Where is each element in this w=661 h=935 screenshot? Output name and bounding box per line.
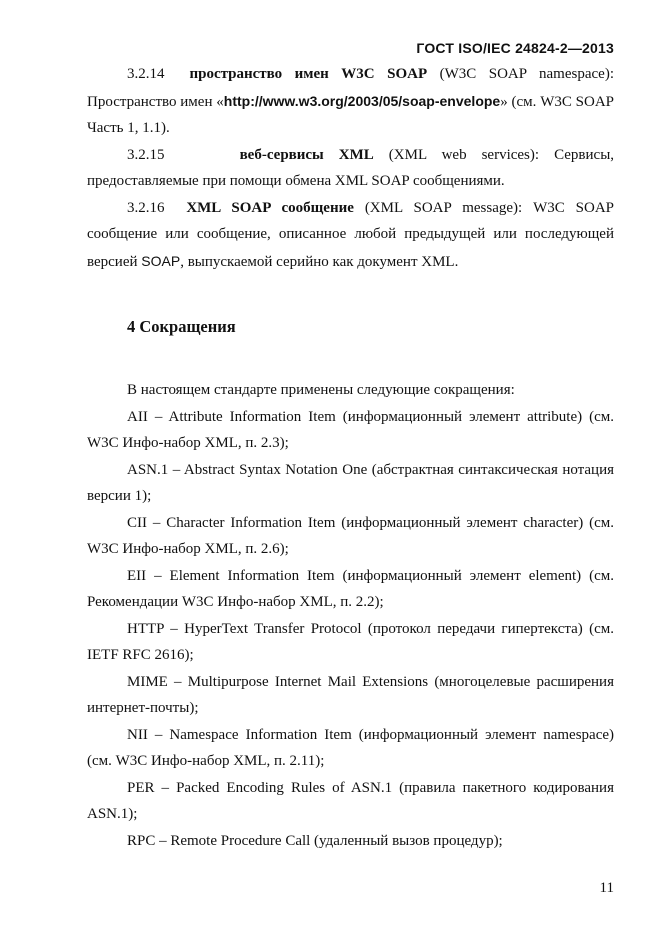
term-english: (XML SOAP message): <box>364 199 523 216</box>
abbreviation-item: RPC – Remote Procedure Call (удаленный вызов процедур); <box>127 832 503 849</box>
abbreviation-item: HTTP – HyperText Transfer Protocol (протокол передачи гипертекста) (см. IETF RFC 2616); <box>87 620 614 663</box>
term-3-2-14 <box>87 61 614 142</box>
term-english: (W3C SOAP namespace): <box>439 66 614 82</box>
term-definition-start: W3C SOAP сообщение или сообщение, описанное любой предыдущей или последующей версией <box>87 199 614 270</box>
term-number: 3.2.14 <box>127 66 165 82</box>
term-3-2-15 <box>87 142 614 195</box>
document-body <box>87 61 614 854</box>
abbreviation-item: CII – Character Information Item (информационный элемент character) (см. W3C Инфо-набор XML, п. 2.6); <box>87 514 614 557</box>
page-number: 11 <box>599 880 614 896</box>
abbreviation-item: EII – Element Information Item (информационный элемент element) (см. Рекомендации W3C Инфо-набор XML, п. 2.2); <box>87 567 614 610</box>
term-definition-start: Пространство имен « <box>87 93 224 110</box>
term-definition-end: » (см. W3C SOAP Часть 1, 1.1). <box>87 93 614 136</box>
term-number: 3.2.16 <box>127 199 165 216</box>
abbreviation-item: NII – Namespace Information Item (информационный элемент namespace) (см. W3C Инфо-набор XML, п. 2.11); <box>87 726 614 769</box>
soap-abbr: SOAP <box>141 252 181 269</box>
term-number: 3.2.15 <box>127 146 165 163</box>
term-english: (XML web services): <box>388 146 540 163</box>
term-name: веб-сервисы XML <box>239 146 374 163</box>
abbreviation-item: ASN.1 – Abstract Syntax Notation One (абстрактная синтаксическая нотация версии 1); <box>87 461 614 504</box>
section-intro: В настоящем стандарте применены следующие сокращения: <box>127 382 515 398</box>
abbreviation-item: PER – Packed Encoding Rules of ASN.1 (правила пакетного кодирования ASN.1); <box>87 779 614 822</box>
abbreviation-item: MIME – Multipurpose Internet Mail Extensions (многоцелевые расширения интернет-почты); <box>87 673 614 716</box>
term-definition-end: , выпускаемой серийно как документ XML. <box>180 253 459 270</box>
standard-header: ГОСТ ISO/IEC 24824-2—2013 <box>416 40 614 56</box>
term-definition: Сервисы, предоставляемые при помощи обмена XML SOAP сообщениями. <box>87 146 615 189</box>
abbreviation-item: AII – Attribute Information Item (информационный элемент attribute) (см. W3C Инфо-набор XML, п. 2.3); <box>87 408 614 451</box>
namespace-url: http://www.w3.org/2003/05/soap-envelope <box>223 92 501 109</box>
term-name: XML SOAP сообщение <box>186 199 354 216</box>
term-name: пространство имен W3C SOAP <box>189 66 428 82</box>
term-3-2-16 <box>87 195 614 276</box>
section-heading: 4 Сокращения <box>127 317 236 336</box>
